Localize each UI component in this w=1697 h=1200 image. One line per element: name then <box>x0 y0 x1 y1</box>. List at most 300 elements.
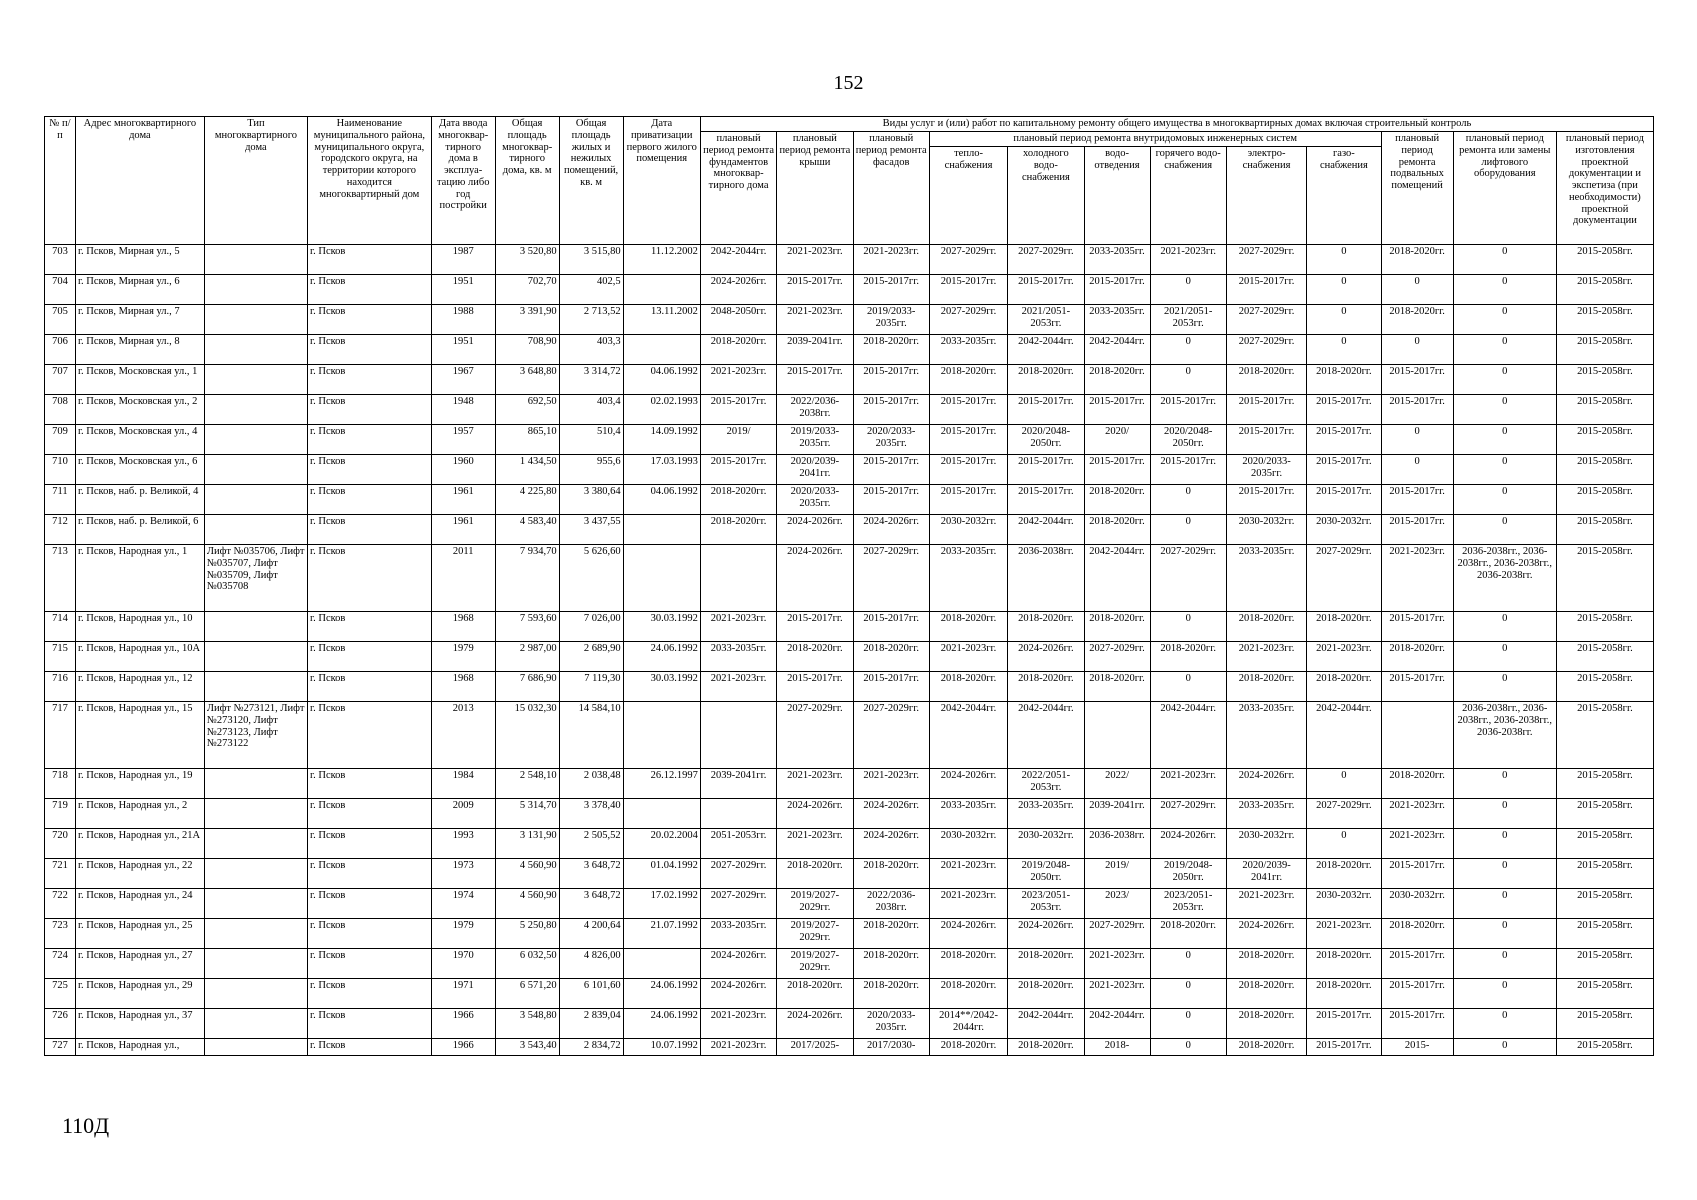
cell-f: 2042-2044гг. <box>700 245 776 275</box>
cell-addr: г. Псков, наб. р. Великой, 4 <box>75 485 204 515</box>
cell-area2: 3 437,55 <box>559 515 623 545</box>
cell-mun: г. Псков <box>307 702 431 769</box>
cell-drain: 2021-2023гг. <box>1084 979 1150 1009</box>
table-row <box>45 672 1654 702</box>
cell-n: 712 <box>45 515 76 545</box>
cell-area2: 7 119,30 <box>559 672 623 702</box>
cell-area: 692,50 <box>495 395 559 425</box>
cell-n: 709 <box>45 425 76 455</box>
cell-facade: 2019/2033-2035гг. <box>853 305 929 335</box>
cell-heat: 2033-2035гг. <box>929 799 1007 829</box>
cell-base: 2015-2017гг. <box>1381 979 1453 1009</box>
cell-proj: 2015-2058гг. <box>1556 612 1653 642</box>
cell-proj: 2015-2058гг. <box>1556 515 1653 545</box>
cell-mun: г. Псков <box>307 612 431 642</box>
cell-f: 2027-2029гг. <box>700 889 776 919</box>
cell-f: 2021-2023гг. <box>700 612 776 642</box>
cell-area2: 2 038,48 <box>559 769 623 799</box>
col-header-heat: тепло-снабжения <box>929 147 1007 245</box>
cell-area: 702,70 <box>495 275 559 305</box>
cell-drain: 2039-2041гг. <box>1084 799 1150 829</box>
cell-proj: 2015-2058гг. <box>1556 979 1653 1009</box>
cell-facade: 2020/2033-2035гг. <box>853 425 929 455</box>
cell-cold: 2022/2051-2053гг. <box>1008 769 1084 799</box>
cell-year: 1960 <box>431 455 495 485</box>
cell-gas: 0 <box>1307 769 1381 799</box>
cell-drain: 2020/ <box>1084 425 1150 455</box>
cell-roof: 2021-2023гг. <box>777 245 853 275</box>
cell-cold: 2042-2044гг. <box>1008 702 1084 769</box>
cell-hot: 0 <box>1150 275 1226 305</box>
cell-type <box>204 642 307 672</box>
cell-cold: 2042-2044гг. <box>1008 1009 1084 1039</box>
cell-gas: 2015-2017гг. <box>1307 485 1381 515</box>
cell-n: 717 <box>45 702 76 769</box>
col-header-roof: плановый период ремонта крыши <box>777 132 853 245</box>
cell-elec: 2033-2035гг. <box>1226 702 1306 769</box>
cell-facade: 2017/2030- <box>853 1039 929 1056</box>
cell-drain: 2018-2020гг. <box>1084 365 1150 395</box>
cell-year: 1979 <box>431 919 495 949</box>
cell-year: 1951 <box>431 335 495 365</box>
cell-lift: 2036-2038гг., 2036-2038гг., 2036-2038гг., 2036-2038гг. <box>1453 545 1556 612</box>
cell-f: 2018-2020гг. <box>700 335 776 365</box>
cell-lift: 0 <box>1453 612 1556 642</box>
cell-proj: 2015-2058гг. <box>1556 425 1653 455</box>
cell-year: 1974 <box>431 889 495 919</box>
cell-facade: 2015-2017гг. <box>853 455 929 485</box>
cell-heat: 2018-2020гг. <box>929 949 1007 979</box>
cell-year: 1966 <box>431 1039 495 1056</box>
cell-addr: г. Псков, Народная ул., 15 <box>75 702 204 769</box>
cell-n: 721 <box>45 859 76 889</box>
cell-lift: 0 <box>1453 889 1556 919</box>
cell-type <box>204 829 307 859</box>
cell-n: 719 <box>45 799 76 829</box>
cell-gas: 2018-2020гг. <box>1307 365 1381 395</box>
cell-mun: г. Псков <box>307 515 431 545</box>
cell-area2: 4 200,64 <box>559 919 623 949</box>
cell-n: 707 <box>45 365 76 395</box>
cell-facade: 2027-2029гг. <box>853 702 929 769</box>
cell-f: 2021-2023гг. <box>700 1039 776 1056</box>
cell-roof: 2017/2025- <box>777 1039 853 1056</box>
cell-f: 2027-2029гг. <box>700 859 776 889</box>
cell-facade: 2015-2017гг. <box>853 365 929 395</box>
cell-base: 2015-2017гг. <box>1381 1009 1453 1039</box>
cell-mun: г. Псков <box>307 919 431 949</box>
cell-cold: 2018-2020гг. <box>1008 612 1084 642</box>
cell-lift: 0 <box>1453 425 1556 455</box>
cell-cold: 2015-2017гг. <box>1008 455 1084 485</box>
cell-f: 2021-2023гг. <box>700 672 776 702</box>
cell-roof: 2021-2023гг. <box>777 305 853 335</box>
cell-gas: 2027-2029гг. <box>1307 545 1381 612</box>
cell-addr: г. Псков, Народная ул., 21А <box>75 829 204 859</box>
cell-gas: 2015-2017гг. <box>1307 395 1381 425</box>
cell-facade: 2024-2026гг. <box>853 829 929 859</box>
cell-heat: 2021-2023гг. <box>929 642 1007 672</box>
cell-cold: 2018-2020гг. <box>1008 365 1084 395</box>
cell-n: 724 <box>45 949 76 979</box>
cell-facade: 2021-2023гг. <box>853 245 929 275</box>
cell-hot: 2027-2029гг. <box>1150 799 1226 829</box>
cell-area: 4 583,40 <box>495 515 559 545</box>
cell-area: 7 593,60 <box>495 612 559 642</box>
cell-mun: г. Псков <box>307 859 431 889</box>
table-row <box>45 545 1654 612</box>
cell-hot: 0 <box>1150 1039 1226 1056</box>
cell-hot: 2021-2023гг. <box>1150 245 1226 275</box>
cell-elec: 2027-2029гг. <box>1226 335 1306 365</box>
cell-cold: 2024-2026гг. <box>1008 919 1084 949</box>
cell-heat: 2030-2032гг. <box>929 829 1007 859</box>
cell-area: 3 131,90 <box>495 829 559 859</box>
col-header-project: плановый период изготовления проектной документации и экспетиза (при необходимости) проектной документации <box>1556 132 1653 245</box>
table-row <box>45 485 1654 515</box>
cell-type <box>204 859 307 889</box>
cell-cold: 2015-2017гг. <box>1008 395 1084 425</box>
cell-lift: 0 <box>1453 515 1556 545</box>
cell-year: 2011 <box>431 545 495 612</box>
cell-priv: 17.03.1993 <box>623 455 700 485</box>
table-row <box>45 919 1654 949</box>
cell-area2: 510,4 <box>559 425 623 455</box>
cell-hot: 0 <box>1150 365 1226 395</box>
cell-priv: 17.02.1992 <box>623 889 700 919</box>
cell-drain: 2033-2035гг. <box>1084 305 1150 335</box>
cell-drain: 2018-2020гг. <box>1084 485 1150 515</box>
cell-proj: 2015-2058гг. <box>1556 1009 1653 1039</box>
cell-n: 706 <box>45 335 76 365</box>
cell-proj: 2015-2058гг. <box>1556 485 1653 515</box>
col-header-drainage: водо-отведения <box>1084 147 1150 245</box>
col-header-number: № п/п <box>45 117 76 245</box>
cell-priv: 30.03.1992 <box>623 672 700 702</box>
cell-cold: 2033-2035гг. <box>1008 799 1084 829</box>
cell-roof: 2021-2023гг. <box>777 769 853 799</box>
cell-lift: 0 <box>1453 245 1556 275</box>
cell-hot: 0 <box>1150 335 1226 365</box>
cell-proj: 2015-2058гг. <box>1556 395 1653 425</box>
cell-heat: 2021-2023гг. <box>929 859 1007 889</box>
cell-cold: 2023/2051-2053гг. <box>1008 889 1084 919</box>
cell-year: 1979 <box>431 642 495 672</box>
cell-base <box>1381 702 1453 769</box>
cell-base: 2018-2020гг. <box>1381 642 1453 672</box>
cell-facade: 2018-2020гг. <box>853 919 929 949</box>
cell-drain: 2018- <box>1084 1039 1150 1056</box>
cell-type: Лифт №035706, Лифт №035707, Лифт №035709, Лифт №035708 <box>204 545 307 612</box>
cell-proj: 2015-2058гг. <box>1556 829 1653 859</box>
table-body <box>45 245 1654 1056</box>
col-header-basement: плановый период ремонта подвальных помещений <box>1381 132 1453 245</box>
cell-n: 713 <box>45 545 76 612</box>
cell-base: 2018-2020гг. <box>1381 305 1453 335</box>
cell-type <box>204 425 307 455</box>
cell-addr: г. Псков, Народная ул., 1 <box>75 545 204 612</box>
cell-elec: 2015-2017гг. <box>1226 275 1306 305</box>
cell-type <box>204 769 307 799</box>
cell-f <box>700 702 776 769</box>
page-number: 152 <box>833 72 864 94</box>
cell-area2: 2 834,72 <box>559 1039 623 1056</box>
cell-addr: г. Псков, Народная ул., 22 <box>75 859 204 889</box>
cell-cold: 2042-2044гг. <box>1008 515 1084 545</box>
cell-elec: 2033-2035гг. <box>1226 545 1306 612</box>
cell-year: 1988 <box>431 305 495 335</box>
cell-gas: 2015-2017гг. <box>1307 1009 1381 1039</box>
col-header-municipality: Наименование муниципального района, муниципального округа, городского округа, на территории которого находится многоквартирный дом <box>307 117 431 245</box>
cell-heat: 2018-2020гг. <box>929 365 1007 395</box>
cell-n: 708 <box>45 395 76 425</box>
cell-elec: 2024-2026гг. <box>1226 769 1306 799</box>
cell-area2: 5 626,60 <box>559 545 623 612</box>
cell-area: 2 987,00 <box>495 642 559 672</box>
table-row <box>45 889 1654 919</box>
cell-facade: 2015-2017гг. <box>853 275 929 305</box>
cell-roof: 2019/2027-2029гг. <box>777 889 853 919</box>
cell-lift: 0 <box>1453 829 1556 859</box>
col-header-lift: плановый период ремонта или замены лифтового оборудования <box>1453 132 1556 245</box>
cell-priv <box>623 545 700 612</box>
cell-cold: 2019/2048-2050гг. <box>1008 859 1084 889</box>
cell-year: 1967 <box>431 365 495 395</box>
cell-type <box>204 395 307 425</box>
cell-year: 1968 <box>431 612 495 642</box>
cell-area2: 402,5 <box>559 275 623 305</box>
table-row <box>45 515 1654 545</box>
cell-area: 15 032,30 <box>495 702 559 769</box>
cell-type <box>204 1039 307 1056</box>
cell-area2: 3 314,72 <box>559 365 623 395</box>
cell-proj: 2015-2058гг. <box>1556 642 1653 672</box>
cell-hot: 0 <box>1150 672 1226 702</box>
cell-n: 718 <box>45 769 76 799</box>
table-row <box>45 949 1654 979</box>
cell-priv <box>623 702 700 769</box>
cell-drain: 2027-2029гг. <box>1084 919 1150 949</box>
cell-gas: 2018-2020гг. <box>1307 612 1381 642</box>
cell-roof: 2022/2036-2038гг. <box>777 395 853 425</box>
cell-n: 725 <box>45 979 76 1009</box>
cell-base: 2018-2020гг. <box>1381 769 1453 799</box>
cell-type <box>204 245 307 275</box>
cell-proj: 2015-2058гг. <box>1556 672 1653 702</box>
cell-lift: 0 <box>1453 455 1556 485</box>
cell-f: 2021-2023гг. <box>700 1009 776 1039</box>
cell-elec: 2020/2039-2041гг. <box>1226 859 1306 889</box>
cell-gas: 2042-2044гг. <box>1307 702 1381 769</box>
cell-type <box>204 799 307 829</box>
cell-n: 727 <box>45 1039 76 1056</box>
cell-cold: 2015-2017гг. <box>1008 485 1084 515</box>
cell-addr: г. Псков, Московская ул., 4 <box>75 425 204 455</box>
cell-roof: 2015-2017гг. <box>777 672 853 702</box>
cell-area: 3 520,80 <box>495 245 559 275</box>
cell-proj: 2015-2058гг. <box>1556 455 1653 485</box>
cell-area: 3 543,40 <box>495 1039 559 1056</box>
cell-n: 720 <box>45 829 76 859</box>
cell-area2: 6 101,60 <box>559 979 623 1009</box>
table-row <box>45 425 1654 455</box>
cell-area: 865,10 <box>495 425 559 455</box>
cell-facade: 2015-2017гг. <box>853 612 929 642</box>
table-row <box>45 335 1654 365</box>
cell-drain: 2018-2020гг. <box>1084 612 1150 642</box>
cell-hot: 2021/2051-2053гг. <box>1150 305 1226 335</box>
cell-mun: г. Псков <box>307 829 431 859</box>
cell-roof: 2021-2023гг. <box>777 829 853 859</box>
cell-drain <box>1084 702 1150 769</box>
cell-drain: 2042-2044гг. <box>1084 335 1150 365</box>
cell-facade: 2018-2020гг. <box>853 979 929 1009</box>
cell-heat: 2018-2020гг. <box>929 612 1007 642</box>
cell-mun: г. Псков <box>307 949 431 979</box>
cell-f: 2024-2026гг. <box>700 949 776 979</box>
cell-area: 5 250,80 <box>495 919 559 949</box>
cell-hot: 2024-2026гг. <box>1150 829 1226 859</box>
cell-year: 1973 <box>431 859 495 889</box>
cell-heat: 2027-2029гг. <box>929 245 1007 275</box>
cell-area2: 3 515,80 <box>559 245 623 275</box>
cell-area: 708,90 <box>495 335 559 365</box>
cell-type <box>204 515 307 545</box>
cell-facade: 2022/2036-2038гг. <box>853 889 929 919</box>
cell-drain: 2018-2020гг. <box>1084 515 1150 545</box>
cell-lift: 0 <box>1453 859 1556 889</box>
cell-area2: 3 378,40 <box>559 799 623 829</box>
cell-hot: 0 <box>1150 485 1226 515</box>
cell-proj: 2015-2058гг. <box>1556 245 1653 275</box>
cell-proj: 2015-2058гг. <box>1556 799 1653 829</box>
cell-cold: 2018-2020гг. <box>1008 979 1084 1009</box>
cell-gas: 2018-2020гг. <box>1307 949 1381 979</box>
cell-n: 714 <box>45 612 76 642</box>
cell-addr: г. Псков, Мирная ул., 8 <box>75 335 204 365</box>
cell-elec: 2015-2017гг. <box>1226 485 1306 515</box>
cell-base: 2021-2023гг. <box>1381 545 1453 612</box>
cell-gas: 2021-2023гг. <box>1307 642 1381 672</box>
cell-mun: г. Псков <box>307 485 431 515</box>
cell-elec: 2018-2020гг. <box>1226 1039 1306 1056</box>
cell-gas: 2018-2020гг. <box>1307 672 1381 702</box>
cell-n: 710 <box>45 455 76 485</box>
cell-addr: г. Псков, Мирная ул., 7 <box>75 305 204 335</box>
cell-elec: 2015-2017гг. <box>1226 425 1306 455</box>
cell-drain: 2015-2017гг. <box>1084 275 1150 305</box>
col-header-address: Адрес многоквартирного дома <box>75 117 204 245</box>
cell-heat: 2018-2020гг. <box>929 979 1007 1009</box>
cell-drain: 2023/ <box>1084 889 1150 919</box>
col-header-year: Дата ввода многоквар-тирного дома в эксплуа-тацию либо год постройки <box>431 117 495 245</box>
cell-lift: 0 <box>1453 305 1556 335</box>
table-row <box>45 799 1654 829</box>
col-header-premises-area: Общая площадь жилых и нежилых помещений, кв. м <box>559 117 623 245</box>
cell-addr: г. Псков, Московская ул., 6 <box>75 455 204 485</box>
cell-area: 6 571,20 <box>495 979 559 1009</box>
cell-type <box>204 979 307 1009</box>
cell-hot: 2015-2017гг. <box>1150 455 1226 485</box>
cell-lift: 0 <box>1453 949 1556 979</box>
systems-group-header: плановый период ремонта внутридомовых инженерных систем <box>929 132 1381 147</box>
cell-base: 2015-2017гг. <box>1381 859 1453 889</box>
cell-hot: 2027-2029гг. <box>1150 545 1226 612</box>
cell-type <box>204 1009 307 1039</box>
cell-gas: 0 <box>1307 245 1381 275</box>
cell-f <box>700 545 776 612</box>
table-row <box>45 979 1654 1009</box>
cell-addr: г. Псков, Народная ул., 25 <box>75 919 204 949</box>
cell-mun: г. Псков <box>307 1009 431 1039</box>
cell-type <box>204 672 307 702</box>
cell-gas: 0 <box>1307 305 1381 335</box>
cell-gas: 2015-2017гг. <box>1307 425 1381 455</box>
cell-addr: г. Псков, Народная ул., 10А <box>75 642 204 672</box>
cell-hot: 2018-2020гг. <box>1150 642 1226 672</box>
cell-lift: 0 <box>1453 275 1556 305</box>
cell-facade: 2020/2033-2035гг. <box>853 1009 929 1039</box>
cell-heat: 2024-2026гг. <box>929 919 1007 949</box>
cell-f: 2051-2053гг. <box>700 829 776 859</box>
cell-year: 2009 <box>431 799 495 829</box>
cell-f: 2015-2017гг. <box>700 395 776 425</box>
cell-facade: 2027-2029гг. <box>853 545 929 612</box>
cell-priv: 04.06.1992 <box>623 365 700 395</box>
cell-priv <box>623 949 700 979</box>
cell-mun: г. Псков <box>307 455 431 485</box>
cell-gas: 2030-2032гг. <box>1307 515 1381 545</box>
cell-elec: 2027-2029гг. <box>1226 305 1306 335</box>
cell-heat: 2015-2017гг. <box>929 275 1007 305</box>
cell-base: 2021-2023гг. <box>1381 829 1453 859</box>
cell-mun: г. Псков <box>307 245 431 275</box>
cell-priv: 04.06.1992 <box>623 485 700 515</box>
cell-drain: 2042-2044гг. <box>1084 1009 1150 1039</box>
table-row <box>45 829 1654 859</box>
cell-base: 2015-2017гг. <box>1381 485 1453 515</box>
cell-mun: г. Псков <box>307 979 431 1009</box>
cell-heat: 2033-2035гг. <box>929 545 1007 612</box>
cell-elec: 2024-2026гг. <box>1226 919 1306 949</box>
cell-heat: 2015-2017гг. <box>929 455 1007 485</box>
cell-cold: 2027-2029гг. <box>1008 245 1084 275</box>
cell-addr: г. Псков, Московская ул., 1 <box>75 365 204 395</box>
cell-priv: 13.11.2002 <box>623 305 700 335</box>
cell-gas: 0 <box>1307 275 1381 305</box>
cell-mun: г. Псков <box>307 305 431 335</box>
cell-area2: 3 648,72 <box>559 859 623 889</box>
cell-hot: 2020/2048-2050гг. <box>1150 425 1226 455</box>
cell-area2: 2 839,04 <box>559 1009 623 1039</box>
cell-elec: 2030-2032гг. <box>1226 515 1306 545</box>
table-row <box>45 859 1654 889</box>
cell-facade: 2015-2017гг. <box>853 395 929 425</box>
cell-elec: 2018-2020гг. <box>1226 672 1306 702</box>
table-row <box>45 455 1654 485</box>
cell-f: 2024-2026гг. <box>700 979 776 1009</box>
cell-proj: 2015-2058гг. <box>1556 859 1653 889</box>
cell-mun: г. Псков <box>307 769 431 799</box>
cell-priv: 24.06.1992 <box>623 642 700 672</box>
cell-year: 1961 <box>431 485 495 515</box>
cell-hot: 2019/2048-2050гг. <box>1150 859 1226 889</box>
cell-heat: 2042-2044гг. <box>929 702 1007 769</box>
cell-base: 2021-2023гг. <box>1381 799 1453 829</box>
cell-roof: 2015-2017гг. <box>777 275 853 305</box>
cell-elec: 2018-2020гг. <box>1226 949 1306 979</box>
cell-lift: 0 <box>1453 485 1556 515</box>
